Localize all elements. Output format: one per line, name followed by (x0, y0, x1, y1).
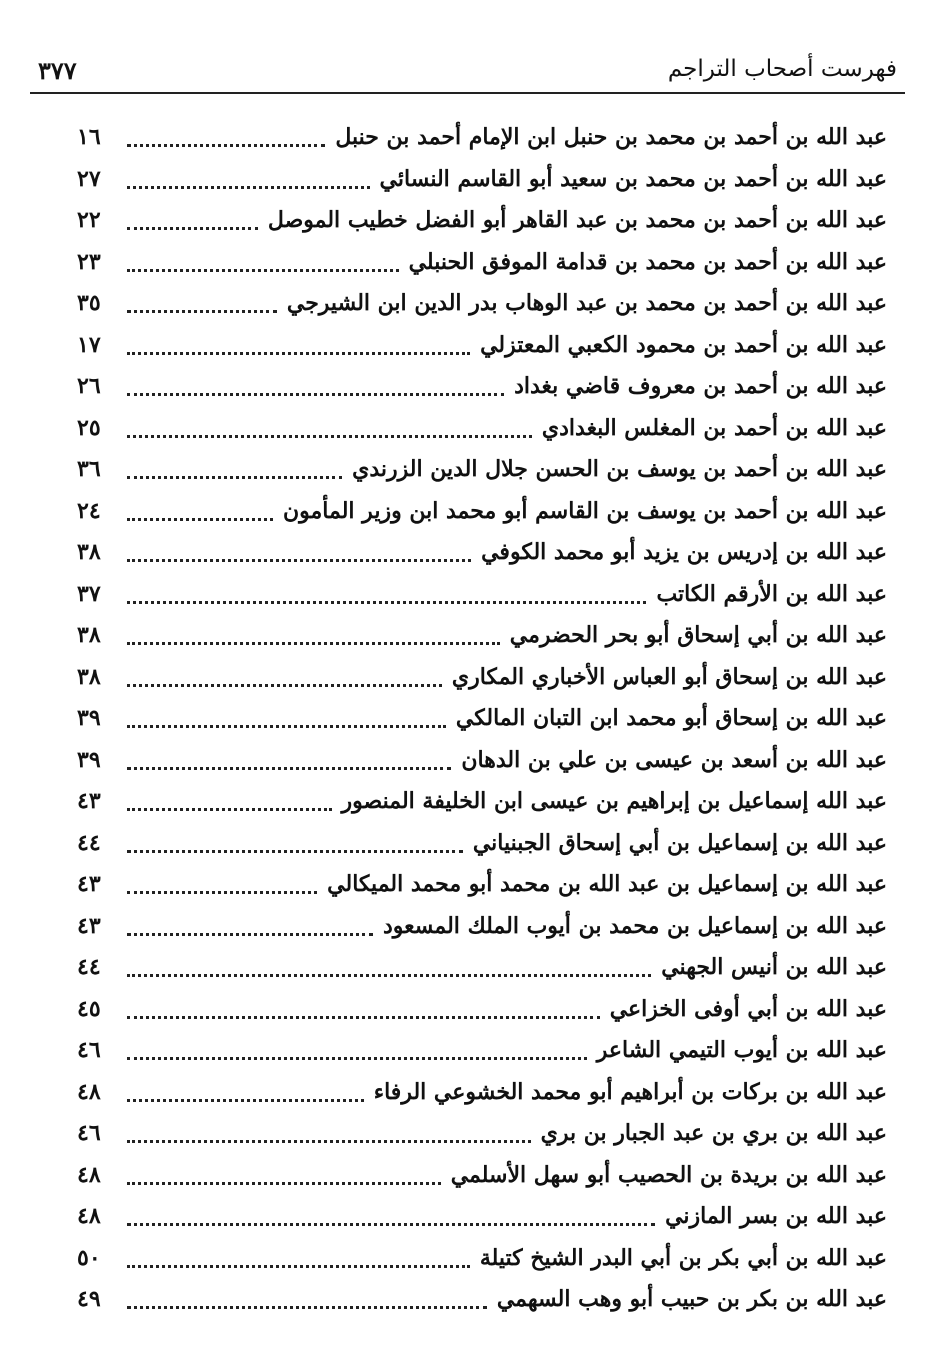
entry-name: عبد الله بن أحمد بن محمد بن سعيد أبو القاسم النسائي (379, 165, 887, 192)
dot-leader (127, 393, 504, 396)
entry-name: عبد الله بن أبي أوفى الخزاعي (609, 995, 887, 1022)
entry-name: عبد الله بن أيوب التيمي الشاعر (596, 1037, 887, 1063)
dot-leader (127, 435, 532, 438)
dot-leader (127, 642, 500, 645)
dot-leader (127, 974, 651, 977)
dot-leader (127, 559, 471, 562)
index-list (77, 117, 887, 1321)
dot-leader (127, 1306, 487, 1309)
page-number: ٣٧٧ (38, 56, 77, 85)
entry-page-number: ٢٥ (77, 414, 101, 441)
entry-page-number: ٢٦ (77, 373, 101, 399)
dot-leader (127, 352, 470, 355)
entry-page-number: ٣٧ (77, 580, 101, 607)
entry-page-number: ٤٨ (77, 1161, 101, 1188)
entry-name: عبد الله بن أحمد بن محمد بن عبد الوهاب بدر الدين ابن الشيرجي (286, 290, 887, 316)
entry-page-number: ٥٠ (77, 1244, 101, 1271)
index-entry (77, 1279, 887, 1321)
dot-leader (127, 1140, 531, 1143)
entry-name: عبد الله بن إسماعيل بن أبي إسحاق الجبنياني (472, 829, 887, 856)
entry-name: عبد الله بن أحمد بن محمود الكعبي المعتزلي (480, 331, 887, 358)
index-entry (77, 1196, 887, 1238)
entry-name: عبد الله بن أحمد بن يوسف بن الحسن جلال الدين الزرندي (352, 456, 887, 482)
index-entry (77, 989, 887, 1031)
dot-leader (127, 684, 442, 687)
entry-page-number: ٤٤ (77, 829, 101, 856)
index-entry (77, 117, 887, 159)
entry-page-number: ٤٩ (77, 1286, 101, 1312)
index-entry (77, 1238, 887, 1280)
entry-page-number: ٤٤ (77, 954, 101, 980)
entry-name: عبد الله بن أحمد بن محمد بن عبد القاهر أبو الفضل خطيب الموصل (267, 207, 887, 233)
index-entry (77, 781, 887, 823)
index-entry (77, 1113, 887, 1155)
dot-leader (127, 933, 373, 936)
entry-page-number: ٤٨ (77, 1078, 101, 1105)
entry-page-number: ٤٦ (77, 1120, 101, 1146)
dot-leader (127, 850, 463, 853)
dot-leader (127, 1016, 600, 1019)
entry-name: عبد الله بن أحمد بن محمد بن حنبل ابن الإمام أحمد بن حنبل (335, 124, 887, 150)
entry-name: عبد الله بن إسحاق أبو محمد ابن التبان المالكي (455, 705, 887, 731)
entry-name: عبد الله بن أحمد بن المغلس البغدادي (541, 414, 887, 441)
dot-leader (127, 227, 258, 230)
index-entry (77, 283, 887, 325)
entry-page-number: ٣٨ (77, 622, 101, 648)
entry-page-number: ٣٨ (77, 663, 101, 690)
index-entry (77, 200, 887, 242)
index-entry (77, 366, 887, 408)
index-entry (77, 408, 887, 450)
index-entry (77, 698, 887, 740)
entry-name: عبد الله بن بريدة بن الحصيب أبو سهل الأسلمي (450, 1161, 887, 1188)
entry-name: عبد الله بن بري بن عبد الجبار بن بري (540, 1120, 887, 1146)
entry-name: عبد الله بن الأرقم الكاتب (656, 580, 887, 607)
index-entry (77, 449, 887, 491)
dot-leader (127, 476, 342, 479)
index-entry (77, 574, 887, 616)
index-entry (77, 532, 887, 574)
entry-page-number: ٣٨ (77, 539, 101, 565)
index-entry (77, 1072, 887, 1114)
entry-page-number: ٤٨ (77, 1203, 101, 1229)
entry-name: عبد الله إسماعيل بن إبراهيم بن عيسى ابن الخليفة المنصور (341, 788, 887, 814)
entry-name: عبد الله بن أبي بكر بن أبي البدر الشيخ كتيلة (479, 1244, 887, 1271)
index-entry (77, 906, 887, 948)
entry-page-number: ٢٤ (77, 497, 101, 524)
dot-leader (127, 269, 399, 272)
index-entry (77, 1155, 887, 1197)
dot-leader (127, 1223, 655, 1226)
dot-leader (127, 891, 317, 894)
index-entry (77, 615, 887, 657)
entry-page-number: ٤٣ (77, 871, 101, 897)
dot-leader (127, 767, 451, 770)
dot-leader (127, 601, 646, 604)
index-entry (77, 1030, 887, 1072)
entry-name: عبد الله بن أسعد بن عيسى بن علي بن الدهان (461, 746, 887, 773)
index-entry (77, 740, 887, 782)
entry-page-number: ٢٣ (77, 248, 101, 275)
dot-leader (127, 186, 370, 189)
entry-page-number: ٣٩ (77, 705, 101, 731)
index-entry (77, 159, 887, 201)
entry-page-number: ٤٦ (77, 1037, 101, 1063)
dot-leader (127, 1099, 364, 1102)
entry-name: عبد الله بن أحمد بن يوسف بن القاسم أبو محمد ابن وزير المأمون (282, 497, 887, 524)
index-entry (77, 947, 887, 989)
index-entry (77, 657, 887, 699)
entry-page-number: ٢٧ (77, 165, 101, 192)
entry-name: عبد الله بن بكر بن حبيب أبو وهب السهمي (496, 1286, 887, 1312)
dot-leader (127, 1265, 470, 1268)
index-entry (77, 325, 887, 367)
running-title: فهرست أصحاب التراجم (667, 56, 897, 82)
dot-leader (127, 1182, 441, 1185)
entry-name: عبد الله بن أحمد بن معروف قاضي بغداد (514, 373, 887, 399)
entry-name: عبد الله بن إسحاق أبو العباس الأخباري المكاري (451, 663, 887, 690)
entry-name: عبد الله بن أنيس الجهني (661, 954, 887, 980)
dot-leader (127, 808, 332, 811)
entry-page-number: ٣٥ (77, 290, 101, 316)
dot-leader (127, 144, 325, 147)
index-entry (77, 242, 887, 284)
index-entry (77, 491, 887, 533)
dot-leader (127, 1057, 587, 1060)
index-entry (77, 823, 887, 865)
entry-name: عبد الله بن بركات بن أبراهيم أبو محمد الخشوعي الرفاء (373, 1078, 887, 1105)
entry-page-number: ٣٩ (77, 746, 101, 773)
dot-leader (127, 518, 273, 521)
page-header (30, 50, 905, 94)
entry-name: عبد الله بن إسماعيل بن محمد بن أيوب الملك المسعود (382, 912, 887, 939)
entry-name: عبد الله بن أبي إسحاق أبو بحر الحضرمي (509, 622, 887, 648)
dot-leader (127, 310, 277, 313)
entry-name: عبد الله بن بسر المازني (665, 1203, 887, 1229)
entry-name: عبد الله بن إدريس بن يزيد أبو محمد الكوفي (481, 539, 887, 565)
entry-page-number: ٤٥ (77, 995, 101, 1022)
entry-name: عبد الله بن أحمد بن محمد بن قدامة الموفق الحنبلي (408, 248, 887, 275)
dot-leader (127, 725, 446, 728)
entry-page-number: ١٦ (77, 124, 101, 150)
entry-page-number: ٢٢ (77, 207, 101, 233)
entry-page-number: ٣٦ (77, 456, 101, 482)
entry-page-number: ١٧ (77, 331, 101, 358)
index-entry (77, 864, 887, 906)
entry-page-number: ٤٣ (77, 912, 101, 939)
entry-name: عبد الله بن إسماعيل بن عبد الله بن محمد أبو محمد الميكالي (327, 871, 887, 897)
entry-page-number: ٤٣ (77, 788, 101, 814)
